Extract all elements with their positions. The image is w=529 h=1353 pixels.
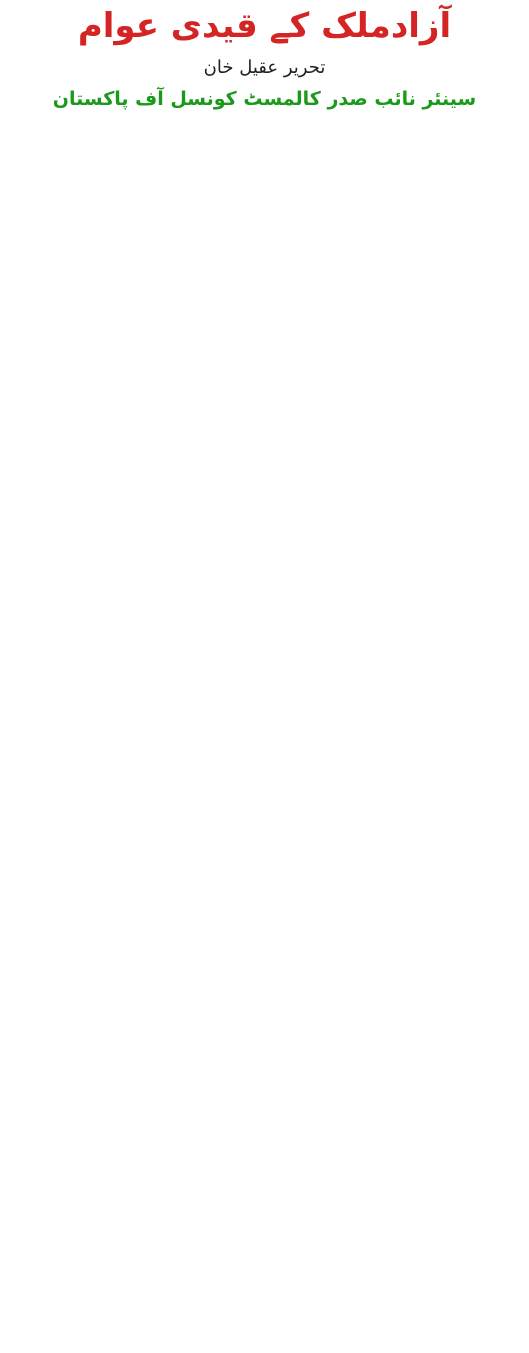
paragraph <box>10 958 519 1045</box>
paragraph <box>10 865 519 952</box>
author-title: سینئر نائب صدر کالمسٹ کونسل آف پاکستان <box>52 88 477 110</box>
paragraph <box>10 656 519 859</box>
paragraph <box>10 1231 519 1318</box>
article-body <box>10 122 519 1353</box>
byline: تحریر عقیل خان <box>203 57 326 78</box>
paragraph <box>10 418 519 650</box>
paragraph <box>10 122 519 412</box>
headline: آزادملک کے قیدی عوام <box>77 6 452 46</box>
paragraph <box>10 1324 519 1353</box>
paragraph <box>10 1051 519 1225</box>
